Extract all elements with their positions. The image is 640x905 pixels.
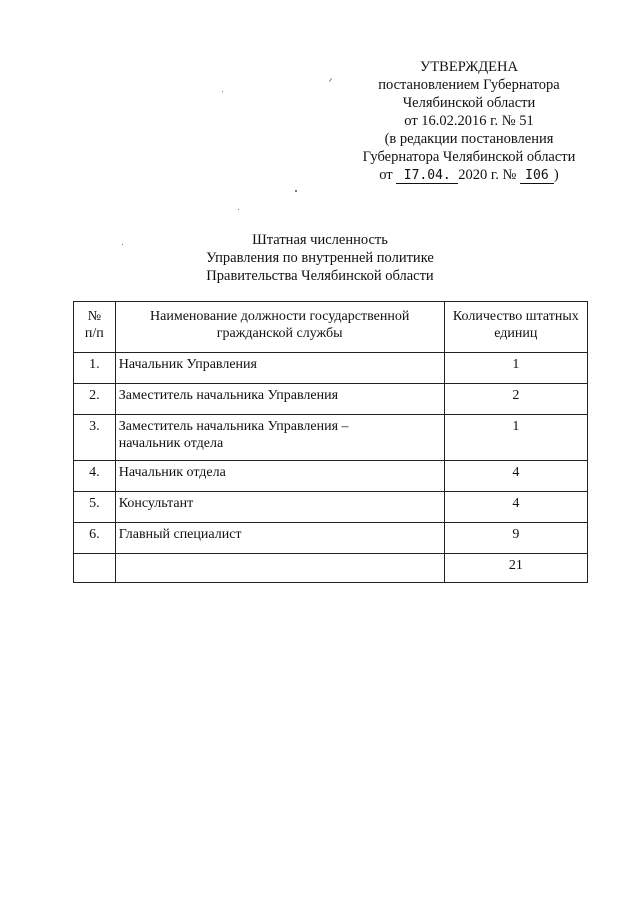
row-quantity: 2 <box>444 384 587 415</box>
staff-table <box>73 301 588 583</box>
row-position-line-1: Заместитель начальника Управления – <box>118 419 349 434</box>
row-position: Начальник Управления <box>115 353 444 384</box>
approval-line-1: постановлением Губернатора <box>378 77 560 93</box>
approval-line-6 <box>350 166 588 184</box>
header-quantity <box>444 302 587 353</box>
scan-speck <box>222 91 223 92</box>
approval-stamp-block <box>350 58 588 184</box>
handwritten-number: I06 <box>520 169 554 184</box>
row-position: Консультант <box>115 492 444 523</box>
row-number: 2. <box>74 384 116 415</box>
table-row <box>74 415 588 461</box>
header-number-line-1: № <box>87 309 102 324</box>
approval-line-3: от 16.02.2016 г. № 51 <box>404 113 534 129</box>
row-quantity: 9 <box>444 523 587 554</box>
row-quantity: 1 <box>444 415 587 461</box>
row-number: 1. <box>74 353 116 384</box>
row-position: Главный специалист <box>115 523 444 554</box>
table-total-row <box>74 554 588 583</box>
document-title-line-1: Штатная численность <box>252 232 388 248</box>
row-number: 5. <box>74 492 116 523</box>
approval-title: УТВЕРЖДЕНА <box>420 59 518 75</box>
header-position-line-1: Наименование должности государственной <box>150 309 410 324</box>
table-row <box>74 353 588 384</box>
document-title <box>150 231 490 285</box>
total-position-empty <box>115 554 444 583</box>
approval-line-2: Челябинской области <box>402 95 536 111</box>
scan-speck <box>329 78 332 82</box>
scan-speck <box>295 190 297 192</box>
approval-closing: ) <box>553 167 559 183</box>
approval-from-label: от <box>379 167 393 183</box>
document-title-line-2: Управления по внутренней политике <box>206 250 434 266</box>
header-position-line-2: гражданской службы <box>216 326 343 341</box>
total-quantity: 21 <box>444 554 587 583</box>
handwritten-date: I7.04. <box>396 169 458 184</box>
row-position <box>115 415 444 461</box>
row-position: Заместитель начальника Управления <box>115 384 444 415</box>
header-quantity-line-1: Количество штатных <box>452 309 579 324</box>
total-number-empty <box>74 554 116 583</box>
approval-line-5: Губернатора Челябинской области <box>362 149 576 165</box>
header-number-line-2: п/п <box>84 326 104 341</box>
scan-speck <box>122 244 123 245</box>
header-number <box>74 302 116 353</box>
row-quantity: 1 <box>444 353 587 384</box>
row-quantity: 4 <box>444 461 587 492</box>
approval-line-4: (в редакции постановления <box>384 131 554 147</box>
approval-year: 2020 г. № <box>458 167 517 183</box>
table-header-row <box>74 302 588 353</box>
row-position-line-2: начальник отдела <box>118 436 224 451</box>
table-row <box>74 523 588 554</box>
header-quantity-line-2: единиц <box>494 326 538 341</box>
row-number: 4. <box>74 461 116 492</box>
table-row <box>74 461 588 492</box>
row-number: 3. <box>74 415 116 461</box>
header-position <box>115 302 444 353</box>
row-quantity: 4 <box>444 492 587 523</box>
row-position: Начальник отдела <box>115 461 444 492</box>
table-row <box>74 384 588 415</box>
document-title-line-3: Правительства Челябинской области <box>206 268 434 284</box>
row-number: 6. <box>74 523 116 554</box>
scan-speck <box>238 209 239 210</box>
table-row <box>74 492 588 523</box>
